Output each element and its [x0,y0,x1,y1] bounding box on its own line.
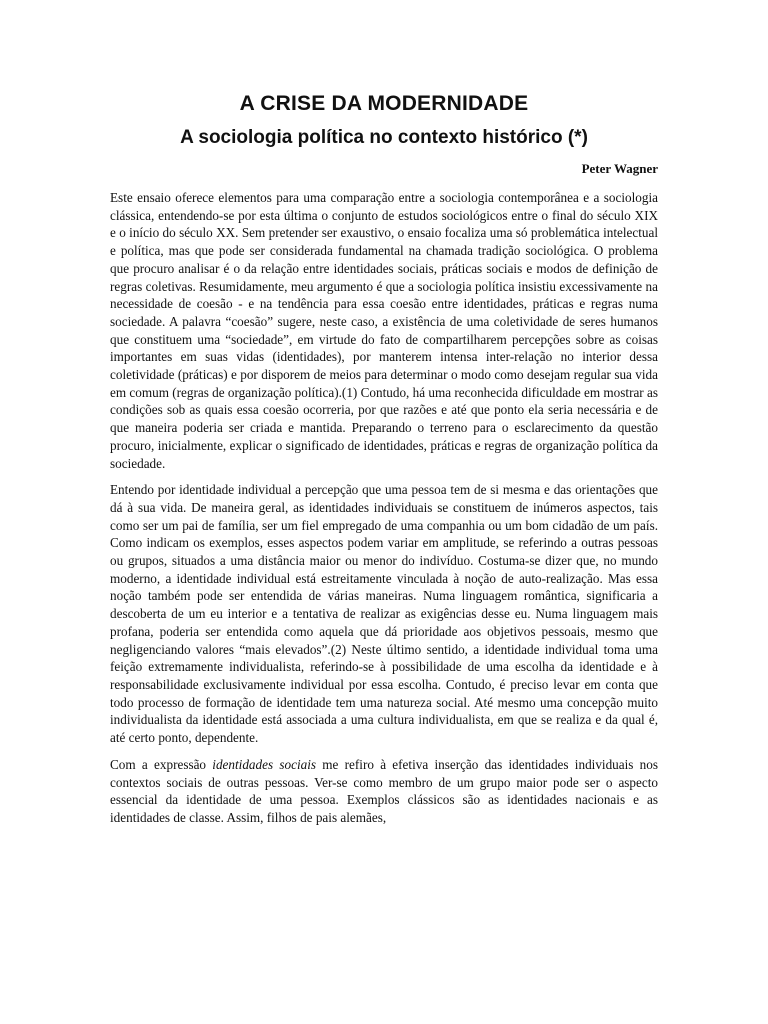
paragraph-2: Entendo por identidade individual a percepção que uma pessoa tem de si mesma e das orientações que dá à sua vida. De maneira geral, as identidades individuais se constituem de inúmeros aspectos, tais como ser um pai de família, ser um fiel empregado de uma companhia ou um bom cidadão de um país. Como indicam os exemplos, esses aspectos podem variar em amplitude, se referindo a outras pessoas ou grupos, situados a uma distância maior ou menor do indivíduo. Costuma-se dizer que, no mundo moderno, a identidade individual está estreitamente vinculada à noção de auto-realização. Mas essa noção também pode ser entendida de várias maneiras. Numa linguagem romântica, significaria a descoberta de um eu interior e a tentativa de realizar as exigências desse eu. Numa linguagem mais profana, poderia ser entendida como aquela que dá prioridade aos objetivos pessoais, mesmo que negligenciando valores “mais elevados”.(2) Neste último sentido, a identidade individual toma uma feição extremamente individualista, referindo-se à possibilidade de uma escolha da identidade e à responsabilidade exclusivamente individual por essa escolha. Contudo, é preciso levar em conta que todo processo de formação de identidade tem uma natureza social. Até mesmo uma concepção muito individualista da identidade está associada a uma cultura individualista, em que se realiza e da qual é, até certo ponto, dependente. [110,482,658,746]
paragraph-3-text-start: Com a expressão [110,756,213,772]
paragraph-3-emphasis: identidades sociais [212,756,316,772]
document-title: A CRISE DA MODERNIDADE [239,92,529,115]
author-name: Peter Wagner [581,161,658,176]
paragraph-3 [110,756,658,827]
paragraph-1: Este ensaio oferece elementos para uma comparação entre a sociologia contemporânea e a sociologia clássica, entendendo-se por esta última o conjunto de estudos sociológicos entre o final do século XIX e o início do século XX. Sem pretender ser exaustivo, o ensaio focaliza uma só problemática intelectual e política, mas que pode ser considerada fundamental na chamada tradição sociológica. O problema que procuro analisar é o da relação entre identidades sociais, práticas sociais e modos de definição de regras coletivas. Resumidamente, meu argumento é que a sociologia política insistiu excessivamente na necessidade de coesão - e na tendência para essa coesão entre identidades, práticas e regras numa sociedade. A palavra “coesão” sugere, neste caso, a existência de uma coletividade de seres humanos que constituem uma “sociedade”, em virtude do fato de compartilharem percepções sobre as coisas importantes em suas vidas (identidades), por manterem intensa inter-relação no interior dessa coletividade (práticas) e por disporem de meios para determinar o modo como desejam regular sua vida em comum (regras de organização política).(1) Contudo, há uma reconhecida dificuldade em mostrar as condições sob as quais essa coesão ocorreria, por que razões e até que ponto ela seria necessária e de que maneira poderia ser criada e mantida. Preparando o terreno para o esclarecimento da questão procuro, inicialmente, explicar o significado de identidades, práticas e regras de organização política da sociedade. [110,190,658,471]
paragraph-3-text-end: me refiro à efetiva inserção das identidades individuais nos contextos sociais de outras pessoas. Ver-se como membro de um grupo maior pode ser o aspecto essencial da identidade de uma pessoa. Exemplos clássicos são as identidades nacionais e as identidades de classe. Assim, filhos de pais alemães, [110,756,659,825]
document-page [110,0,658,827]
document-subtitle: A sociologia política no contexto histórico (*) [180,127,588,148]
